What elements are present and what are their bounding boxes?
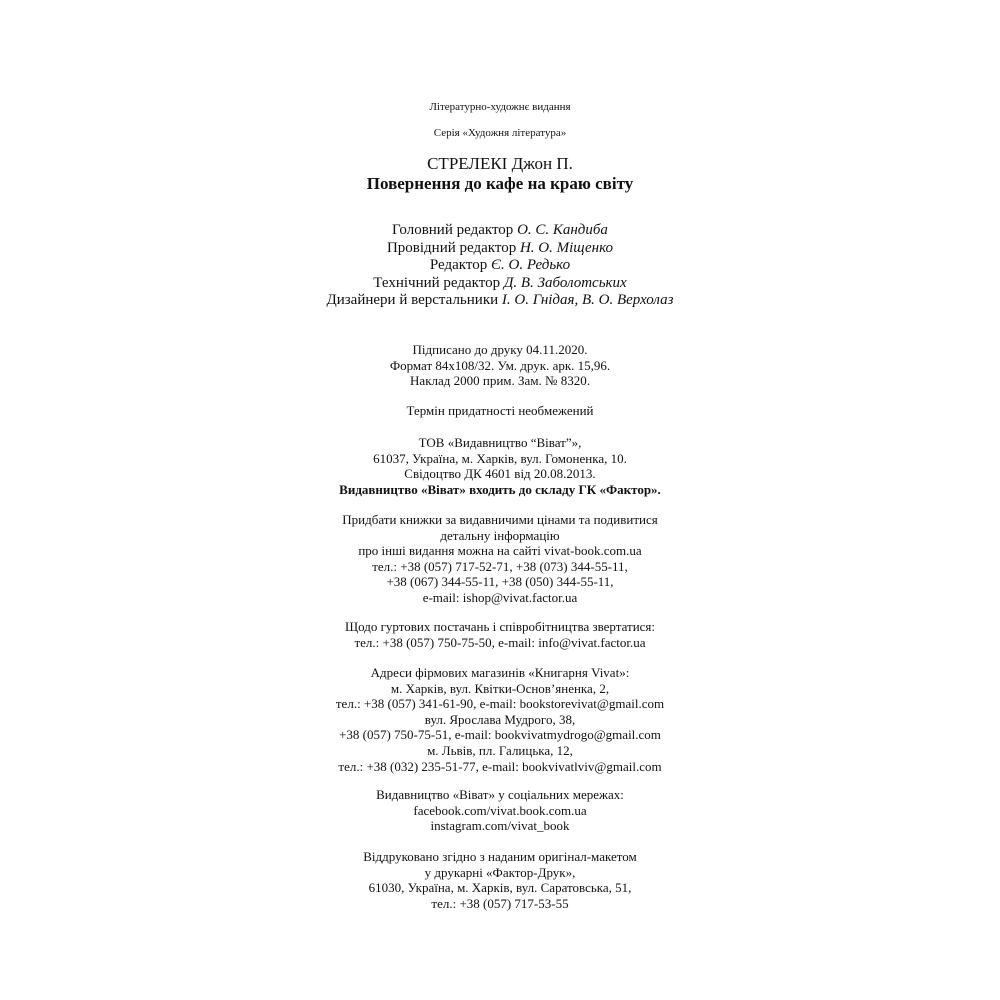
staff-line: Провідний редактор Н. О. Міщенко [386, 239, 614, 256]
book-title: Повернення до кафе на краю світу [366, 174, 634, 193]
social-info: Видавництво «Віват» у соціальних мережах: facebook.com/vivat.book.com.ua instagram.com/vivat_book [376, 787, 624, 834]
shelf-life: Термін придатності необмежений [406, 403, 594, 418]
author-name: СТРЕЛЕКІ Джон П. [427, 154, 573, 173]
buy-info: Придбати книжки за видавничими цінами та подивитися детальну інформацію про інші видання можна на сайті vivat-book.com.ua тел.: +38 (057) 717-52-71, +38 (073) 344-55-11, +38 (067) 344-55-11, +38 (050) 344-55-11, e-mail: ishop@vivat.factor.ua [342, 512, 658, 605]
publisher-group-note: Видавництво «Віват» входить до складу ГК «Фактор». [339, 481, 661, 497]
print-info: Підписано до друку 04.11.2020. Формат 84х108/32. Ум. друк. арк. 15,96. Наклад 2000 прим. Зам. № 8320. [389, 342, 611, 389]
edition-type: Літературно-художнє видання [429, 101, 571, 113]
book-heading [0, 154, 1000, 194]
wholesale-info: Щодо гуртових постачань і співробітництва звертатися: тел.: +38 (057) 750-75-50, e-mail: info@vivat.factor.ua [344, 619, 656, 650]
staff-list [0, 222, 1000, 310]
staff-line: Редактор Є. О. Редько [429, 257, 571, 273]
stores-info: Адреси фірмових магазинів «Книгарня Vivat»: м. Харків, вул. Квітки-Основ’яненка, 2, тел.: +38 (057) 341-61-90, e-mail: bookstorevivat@gmail.com вул. Ярослава Мудрого, 38, +38 (057) 750-75-51, e-mail: bookvivatmydrogo@gmail.com м. Львів, пл. Галицька, 12, тел.: +38 (032) 235-51-77, e-mail: bookvivatlviv@gmail.com [335, 665, 665, 774]
staff-line: Головний редактор О. С. Кандиба [392, 222, 608, 238]
series-line: Серія «Художня література» [433, 127, 567, 139]
publisher-info: ТОВ «Видавництво “Віват”», 61037, Україна, м. Харків, вул. Гомоненка, 10. Свідоцтво ДК 4601 від 20.08.2013. Видавництво «Віват» входить до складу ГК «Фактор». [0, 435, 1000, 497]
staff-line: Технічний редактор Д. В. Заболотських [373, 274, 627, 291]
printer-info: Віддруковано згідно з наданим оригінал-макетом у друкарні «Фактор-Друк», 61030, Україна, м. Харків, вул. Саратовська, 51, тел.: +38 (057) 717-53-55 [363, 849, 637, 911]
staff-line: Дизайнери й верстальники І. О. Гнідая, В. О. Верхолаз [326, 292, 674, 308]
